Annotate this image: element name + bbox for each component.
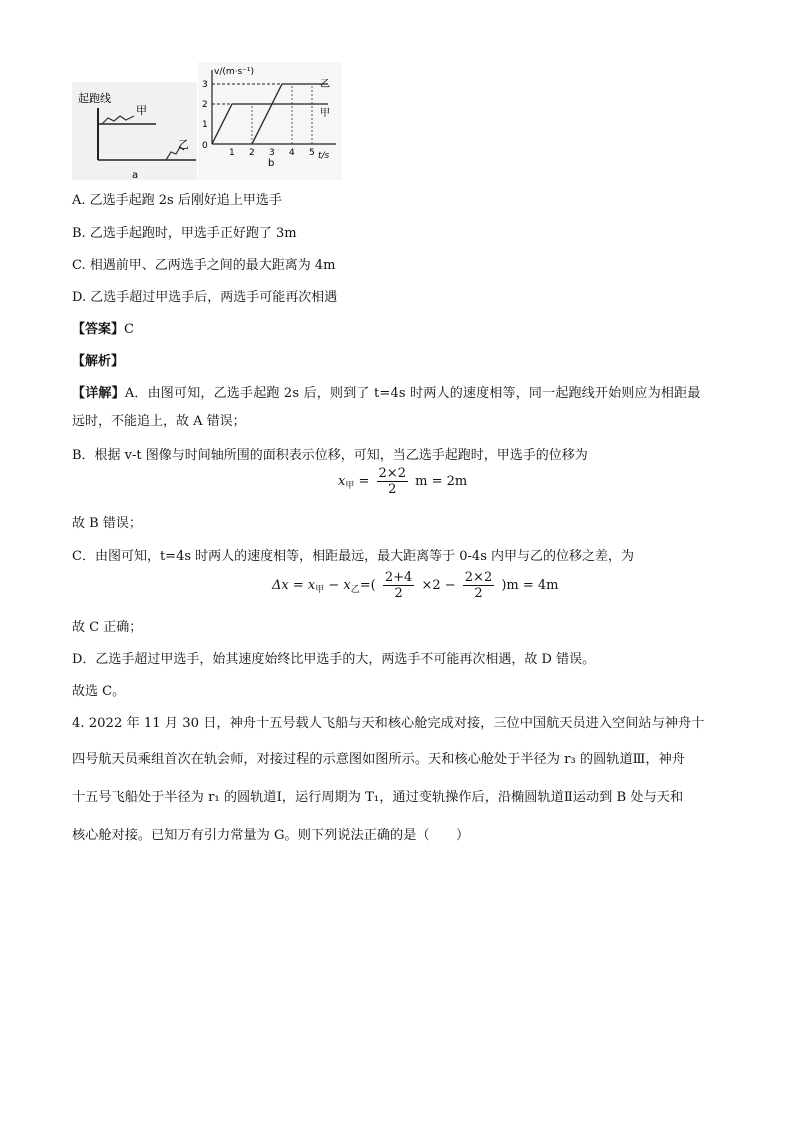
y-axis-label: v/(m·s⁻¹) [214,67,255,77]
eq2-numerator-1: 2+4 [384,570,413,585]
motion-figure [72,62,342,180]
x-tick-label: 2 [249,148,255,158]
eq2-open: =( [359,578,376,593]
detail-c-line1: C．由图可知，t=4s 时两人的速度相等，相距最远，最大距离等于 0-4s 内甲与乙的位移之差，为 [72,549,635,564]
eq2-mid: − x [324,578,351,593]
question4-line2: 四号航天员乘组首次在轨会师，对接过程的示意图如图所示。天和核心舱处于半径为 r₃ 的圆轨道Ⅲ，神舟 [72,752,685,767]
eq2-lhs: Δx = x [272,578,316,593]
y-tick-label: 3 [202,80,208,90]
y-tick-label: 2 [202,100,208,110]
detail-c-line2: 故 C 正确； [72,620,143,635]
eq2-fraction-2 [463,570,494,601]
figure-a-caption: a [132,170,139,180]
x-tick-label: 5 [309,148,315,158]
figure-a-start-line [72,82,197,180]
eq1-denominator: 2 [388,482,397,497]
origin-label: 0 [202,141,208,151]
option-c: C. 相遇前甲、乙两选手之间的最大距离为 4m [72,258,336,273]
detail-a-line2: 远时，不能追上，故 A 错误； [72,414,246,429]
x-tick-label: 1 [229,148,235,158]
eq2-sub1: 甲 [315,585,325,595]
eq2-denominator-1: 2 [394,586,403,601]
option-b: B. 乙选手起跑时，甲选手正好跑了 3m [72,226,297,241]
answer-value: C [124,322,134,337]
runner-yi-label: 乙 [178,138,189,151]
detail-a-text1: A．由图可知，乙选手起跑 2s 后，则到了 t=4s 时两人的速度相等，同一起跑线开始则应为相距最 [124,386,701,401]
eq2-sub2: 乙 [350,585,360,595]
eq1-lhs: x [338,474,346,489]
answer-label: 【答案】 [72,322,125,337]
detail-a-line1 [72,386,701,402]
eq2-rhs: )m = 4m [501,578,559,593]
series-label-yi: 乙 [320,79,330,90]
y-tick-label: 1 [202,120,208,130]
conclusion: 故选 C。 [72,684,126,699]
question4-line1: 4. 2022 年 11 月 30 日，神舟十五号载人飞船与天和核心舱完成对接，三位中国航天员进入空间站与神舟十 [72,716,705,731]
answer-line [72,322,134,338]
detail-d-line1: D．乙选手超过甲选手，始其速度始终比甲选手的大，两选手不可能再次相遇，故 D 错误。 [72,652,596,667]
eq2-mul: ×2 − [421,578,456,593]
start-line-label: 起跑线 [78,92,111,105]
x-tick-label: 3 [269,148,275,158]
series-label-jia: 甲 [320,108,330,119]
eq1-lhs-sub: 甲 [345,481,355,491]
x-axis-label: t/s [318,151,330,161]
option-a: A. 乙选手起跑 2s 后刚好追上甲选手 [72,193,282,208]
x-tick-label: 4 [289,148,295,158]
eq2-fraction-1 [383,570,414,601]
question4-line4: 核心舱对接。已知万有引力常量为 G。则下列说法正确的是（ ） [72,828,470,843]
figure-b-vt-chart [198,62,342,180]
runner-jia-label: 甲 [136,104,147,117]
equation-2 [272,570,559,601]
eq1-fraction [377,466,408,497]
eq1-numerator: 2×2 [378,466,406,481]
eq2-numerator-2: 2×2 [464,570,493,585]
question4-line3: 十五号飞船处于半径为 r₁ 的圆轨道Ⅰ，运行周期为 T₁，通过变轨操作后，沿椭圆轨道Ⅱ运动到 B 处与天和 [72,790,684,805]
option-d: D. 乙选手超过甲选手后，两选手可能再次相遇 [72,290,338,305]
analysis-label: 【解析】 [72,354,125,369]
equation-1: $x_甲$ = $\frac{2\times 2}{2}$ m = 2m [338,466,468,497]
eq2-denominator-2: 2 [474,586,483,601]
eq1-rhs: m = 2m [415,474,468,489]
figure-b-caption: b [268,158,275,169]
detail-b-line1: B．根据 v-t 图像与时间轴所围的面积表示位移，可知，当乙选手起跑时，甲选手的位移为 [72,448,588,463]
detail-b-line2: 故 B 错误； [72,516,142,531]
detail-label: 【详解】 [72,386,125,401]
